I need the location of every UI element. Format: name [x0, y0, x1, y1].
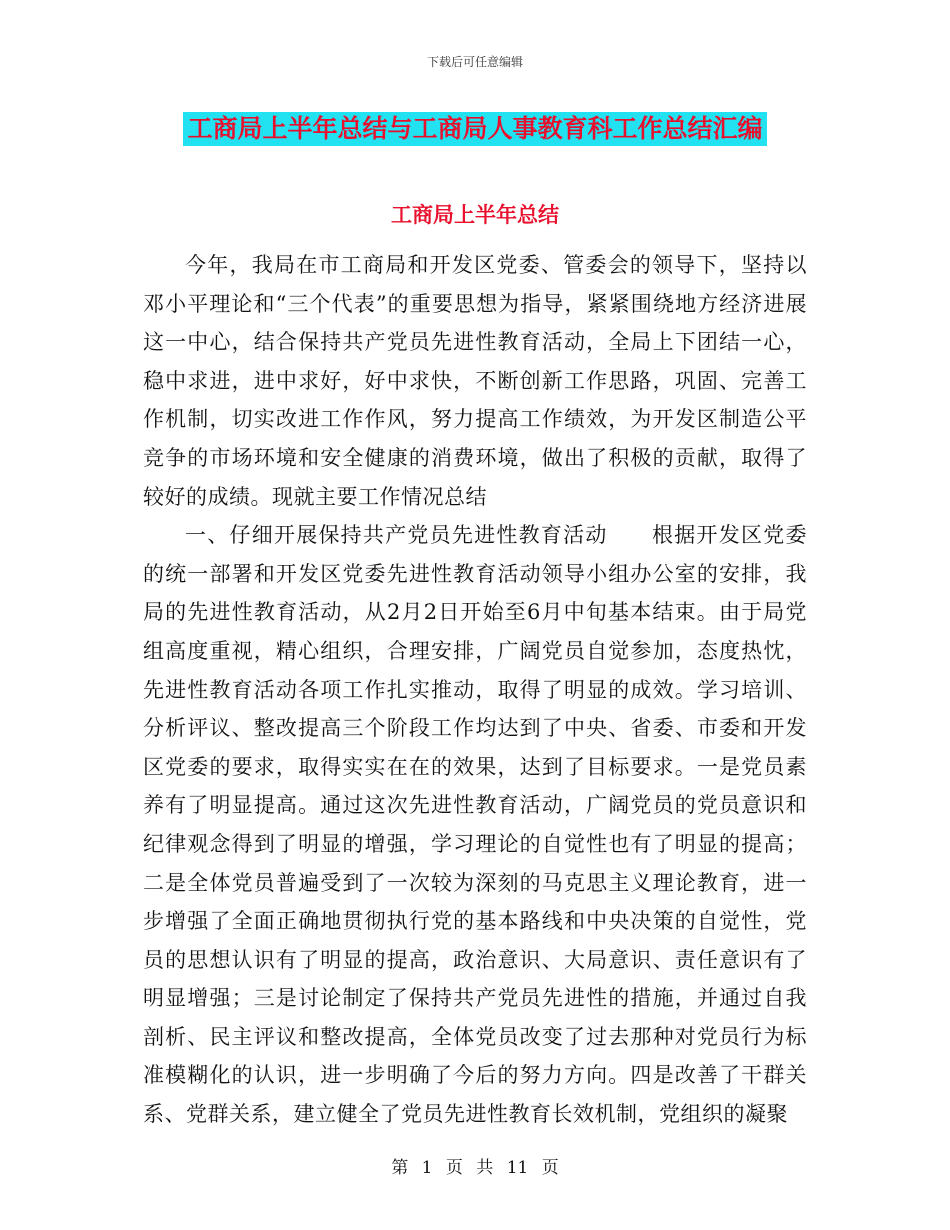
page-label-suffix: 页 — [541, 1158, 559, 1178]
page-label-mid: 页 — [445, 1158, 463, 1178]
document-title-container — [0, 112, 950, 146]
total-pages: 11 — [506, 1158, 529, 1178]
header-note: 下载后可任意编辑 — [426, 55, 523, 69]
section-title: 工商局上半年总结 — [391, 203, 559, 227]
page-number: 1 — [421, 1158, 433, 1178]
document-title: 工商局上半年总结与工商局人事教育科工作总结汇编 — [183, 112, 766, 146]
page-footer — [0, 1153, 950, 1178]
document-body — [143, 246, 807, 1134]
total-label: 共 — [476, 1158, 494, 1178]
paragraph-education-activity: 一、仔细开展保持共产党员先进性教育活动 根据开发区党委的统一部署和开发区党委先进性教育活动领导小组办公室的安排，我局的先进性教育活动，从2月2日开始至6月中旬基本结束。由于局党组高度重视，精心组织，合理安排，广阔党员自觉参加，态度热忱，先进性教育活动各项工作扎实推动，取得了明显的成效。学习培训、分析评议、整改提高三个阶段工作均达到了中央、省委、市委和开发区党委的要求，取得实实在在的效果，达到了目标要求。一是党员素养有了明显提高。通过这次先进性教育活动，广阔党员的党员意识和纪律观念得到了明显的增强，学习理论的自觉性也有了明显的提高；二是全体党员普遍受到了一次较为深刻的马克思主义理论教育，进一步增强了全面正确地贯彻执行党的基本路线和中央决策的自觉性，党员的思想认识有了明显的提高，政治意识、大局意识、责任意识有了明显增强；三是讨论制定了保持共产党员先进性的措施，并通过自我剖析、民主评议和整改提高，全体党员改变了过去那种对党员行为标准模糊化的认识，进一步明确了今后的努力方向。四是改善了干群关系、党群关系，建立健全了党员先进性教育长效机制，党组织的凝聚 — [143, 523, 807, 1127]
page-label-prefix: 第 — [391, 1158, 409, 1178]
paragraph-intro: 今年，我局在市工商局和开发区党委、管委会的领导下，坚持以邓小平理论和“三个代表”的重要思想为指导，紧紧围绕地方经济进展这一中心，结合保持共产党员先进性教育活动，全局上下团结一心，稳中求进，进中求好，好中求快，不断创新工作思路，巩固、完善工作机制，切实改进工作作风，努力提高工作绩效，为开发区制造公平竞争的市场环境和安全健康的消费环境，做出了积极的贡献，取得了较好的成绩。现就主要工作情况总结 — [143, 253, 807, 509]
